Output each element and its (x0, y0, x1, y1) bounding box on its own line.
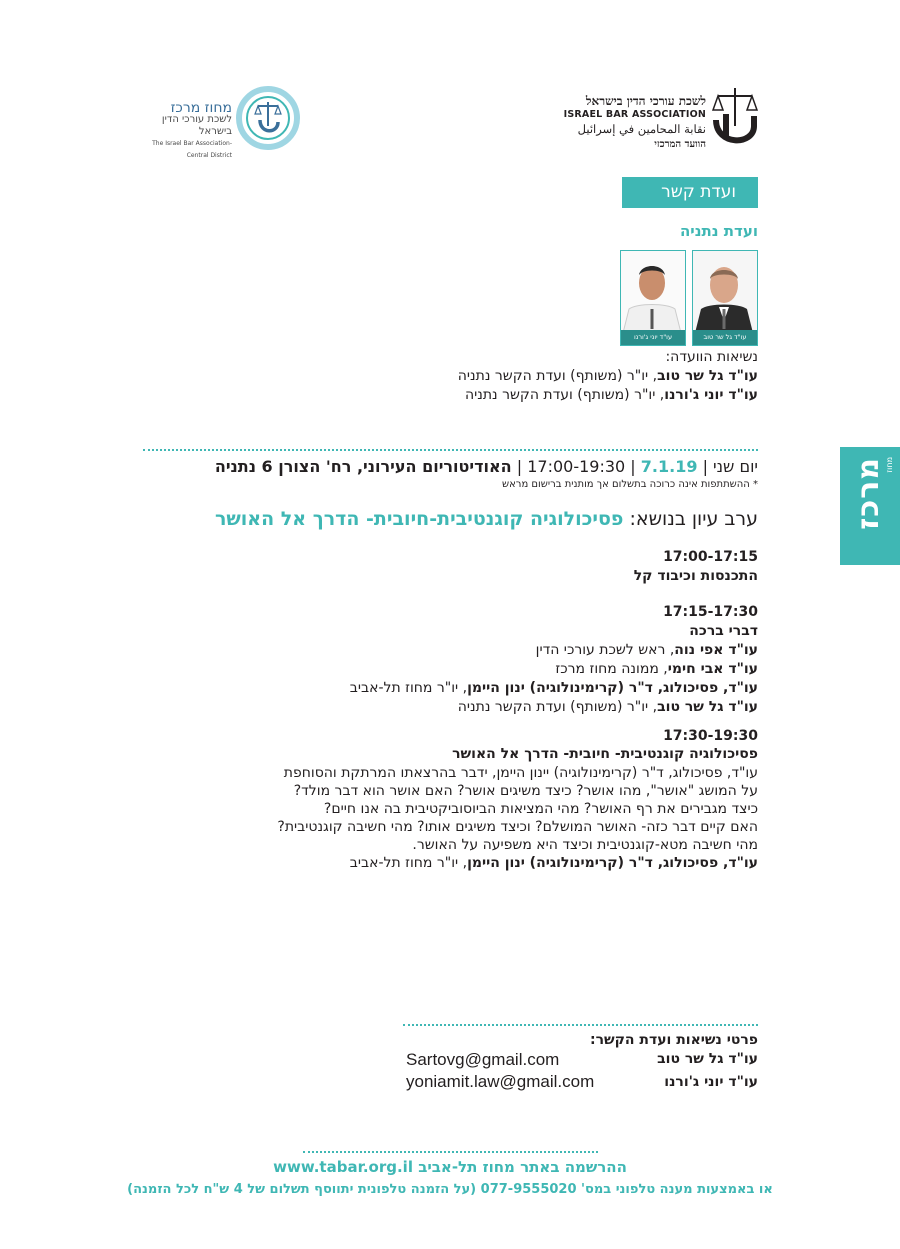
district-emblem-icon (236, 86, 300, 150)
phone-registration-line: או באמצעות מענה טלפוני במס' 077-9555020 (על הזמנה טלפונית יתווסף תשלום של 4 ש"ח לכל הזמנה) (127, 1182, 773, 1197)
registration-line (0, 1158, 900, 1176)
event-sep2: | (511, 457, 528, 476)
greeting-4-role: , יו"ר (משותף) ועדת הקשר נתניה (457, 699, 658, 715)
topic-title: פסיכולוגיה קוגנטיבית-חיובית- הדרך אל האושר (214, 508, 624, 530)
lecture-line: כיצד מגבירים את רף האושר? מהי המציאות הביוסוביקטיבית בה אנו חיים? (323, 801, 758, 817)
greeting-4-name: עו"ד גל שר טוב (657, 699, 758, 715)
contacts-heading: פרטי נשיאות ועדת הקשר: (589, 1032, 758, 1048)
divider-dotted (303, 1151, 598, 1153)
portrait-yoni-jorno (620, 250, 686, 346)
chair-1-line (458, 367, 758, 386)
bar-name-english: ISRAEL BAR ASSOCIATION (563, 109, 706, 120)
committee-banner: ועדת קשר (622, 177, 758, 208)
divider-dotted (403, 1024, 758, 1026)
side-tab-big-label: מרכז (851, 457, 886, 530)
district-bar-name: לשכת עורכי הדין בישראל (161, 114, 232, 137)
greeting-line-2 (555, 660, 758, 679)
chair-2-name: עו"ד יוני ג'ורנו (664, 387, 758, 403)
lecturer-role: , יו"ר מחוז תל-אביב (349, 855, 468, 871)
district-english-name: The Israel Bar Association-Central District (152, 140, 232, 159)
greeting-2-name: עו"ד אבי חימי (667, 661, 758, 677)
event-details (215, 457, 758, 477)
portrait-caption: עו"ד יוני ג'ורנו (621, 330, 685, 345)
bar-name-hebrew: לשכת עורכי הדין בישראל (585, 94, 706, 108)
chair-1-name: עו"ד גל שר טוב (657, 368, 758, 384)
district-name: מחוז מרכז (170, 100, 232, 116)
person-silhouette-icon (620, 251, 685, 333)
portrait-caption: עו"ד גל שר טוב (693, 330, 757, 345)
event-day: יום שני | (702, 457, 758, 476)
chair-2-line (465, 386, 758, 405)
contact-email[interactable]: Sartovg@gmail.com (406, 1050, 560, 1069)
central-district-logo (140, 86, 300, 159)
contact-name: עו"ד יוני ג'ורנו (664, 1074, 758, 1090)
topic-prefix: ערב עיון בנושא: (623, 508, 758, 530)
bar-association-logo (538, 86, 758, 156)
central-committee-label: הוועד המרכזי (654, 139, 706, 150)
schedule-2-title: דברי ברכה (689, 623, 758, 639)
bar-scales-emblem-icon (712, 86, 758, 152)
greeting-2-role: , ממונה מחוז מרכז (555, 661, 668, 677)
lecture-line: עו"ד, פסיכולוג, ד"ר (קרימינולוגיה) יינון היימן, ידבר בהרצאתו המרתקת והסוחפת (283, 765, 758, 781)
schedule-2-time: 17:15-17:30 (663, 604, 758, 620)
bar-name-arabic: نقابة المحامين في إسرائيل (577, 122, 706, 136)
event-topic (215, 507, 758, 531)
event-date: 7.1.19 (640, 457, 698, 476)
chair-1-role: , יו"ר (משותף) ועדת הקשר נתניה (457, 368, 658, 384)
greeting-3-role: , יו"ר מחוז תל-אביב (349, 680, 468, 696)
lecturer-name: עו"ד, פסיכולוג, ד"ר (קרימינולוגיה) ינון היימן (467, 855, 758, 871)
greeting-line-3 (350, 679, 758, 698)
committee-subtitle: ועדת נתניה (680, 222, 758, 240)
greeting-1-name: עו"ד אפי נוה (674, 642, 758, 658)
greeting-line-4 (458, 698, 758, 717)
lecture-line: על המושג "אושר", מהו אושר? כיצד משיגים אושר? האם אושר הוא דבר מולד? (293, 783, 758, 799)
registration-url[interactable]: www.tabar.org.il (273, 1158, 413, 1176)
schedule-1-title: התכנסות וכיבוד קל (633, 568, 758, 584)
lecture-line: מהי חשיבה מטא-קוגנטיבית וכיצד היא משפיעה על האושר. (412, 837, 758, 853)
event-note: * ההשתתפות אינה כרוכה בתשלום אך מותנית ברישום מראש (502, 479, 758, 490)
lecturer-signature (350, 854, 758, 873)
contact-email[interactable]: yoniamit.law@gmail.com (406, 1072, 595, 1091)
district-side-tab (840, 447, 900, 565)
portrait-gal-sar-tov (692, 250, 758, 346)
schedule-3-time: 17:30-19:30 (663, 728, 758, 744)
contact-name: עו"ד גל שר טוב (657, 1051, 758, 1067)
registration-text: ההרשמה באתר מחוז תל-אביב (412, 1158, 627, 1176)
schedule-3-title: פסיכולוגיה קוגנטיבית- חיובית- הדרך אל האושר (452, 746, 758, 762)
chairs-heading: נשיאות הוועדה: (665, 349, 758, 365)
greeting-3-name: עו"ד, פסיכולוג, ד"ר (קרימינולוגיה) ינון היימן (467, 680, 758, 696)
person-silhouette-icon (692, 251, 757, 333)
lecture-line: האם קיים דבר כזה- האושר המושלם? וכיצד משיגים אותו? מהי חשיבה קוגנטיבית? (277, 819, 758, 835)
event-venue: האודיטוריום העירוני, רח' הצורן 6 נתניה (214, 457, 512, 476)
event-time: 17:00-19:30 (527, 457, 626, 476)
divider-dotted (143, 449, 758, 451)
greeting-line-1 (536, 641, 758, 660)
greeting-1-role: , ראש לשכת עורכי הדין (535, 642, 675, 658)
event-sep: | (625, 457, 641, 476)
schedule-1-time: 17:00-17:15 (663, 549, 758, 565)
chair-2-role: , יו"ר (משותף) ועדת הקשר נתניה (464, 387, 665, 403)
side-tab-small-label: מחוז (885, 457, 894, 473)
